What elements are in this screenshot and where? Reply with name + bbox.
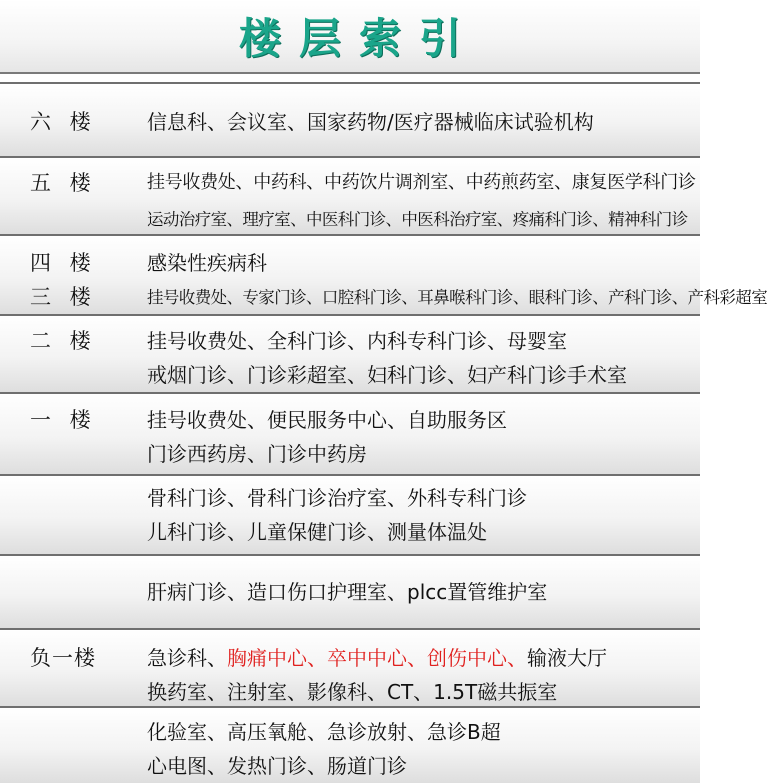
floor-label: 六 楼 [30,110,97,134]
floor-row-b1-continued [0,706,700,783]
department-line: 挂号收费处、便民服务中心、自助服务区 [147,408,507,432]
department-line [147,642,607,671]
department-line: 肝病门诊、造口伤口护理室、plcc置管维护室 [147,580,548,604]
highlight-department: 创伤中心、 [427,646,527,670]
floor-label: 负一楼 [30,646,96,670]
highlight-department: 卒中中心、 [327,646,427,670]
floor-row-5 [0,156,700,234]
floor-label: 三 楼 [30,285,97,309]
department-text: 急诊科、 [147,646,227,670]
department-line: 心电图、发热门诊、肠道门诊 [147,754,407,778]
floor-row-1-continued [0,474,700,554]
floor-row-6 [0,82,700,156]
department-line: 戒烟门诊、门诊彩超室、妇科门诊、妇产科门诊手术室 [147,363,627,387]
department-line: 挂号收费处、全科门诊、内科专科门诊、母婴室 [147,329,567,353]
department-line: 信息科、会议室、国家药物/医疗器械临床试验机构 [147,110,594,134]
floor-row-b1 [0,628,700,706]
department-line: 骨科门诊、骨科门诊治疗室、外科专科门诊 [147,486,527,510]
department-text: 输液大厅 [527,646,607,670]
department-line: 化验室、高压氧舱、急诊放射、急诊B超 [147,720,501,744]
department-line: 换药室、注射室、影像科、CT、1.5T磁共振室 [147,680,558,704]
department-line: 挂号收费处、专家门诊、口腔科门诊、耳鼻喉科门诊、眼科门诊、产科门诊、产科彩超室 [147,288,767,307]
floor-row-2 [0,314,700,392]
page-title: 楼层索引 [238,14,479,63]
floor-label: 二 楼 [30,329,97,353]
floor-label: 一 楼 [30,408,97,432]
department-line: 门诊西药房、门诊中药房 [147,442,367,466]
highlight-department: 胸痛中心、 [227,646,327,670]
floor-row-1-extra [0,554,700,628]
floor-row-1 [0,392,700,474]
title-bar [0,0,700,74]
department-line: 感染性疾病科 [147,251,267,275]
floor-row-4-3 [0,234,767,314]
department-line: 运动治疗室、理疗室、中医科门诊、中医科治疗室、疼痛科门诊、精神科门诊 [147,210,688,229]
department-line: 儿科门诊、儿童保健门诊、测量体温处 [147,520,487,544]
floor-label: 五 楼 [30,171,97,195]
department-line: 挂号收费处、中药科、中药饮片调剂室、中药煎药室、康复医学科门诊 [147,172,696,193]
floor-label: 四 楼 [30,251,97,275]
